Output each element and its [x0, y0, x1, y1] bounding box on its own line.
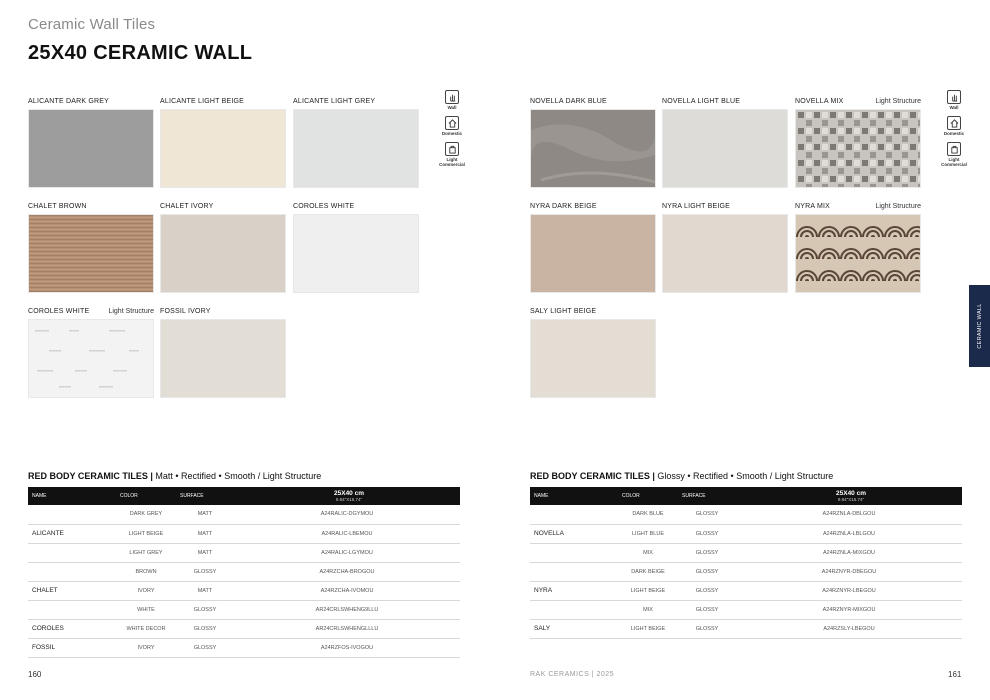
table-row: MIX GLOSSY A24RZNLA-MIXGOU [530, 543, 962, 562]
tile-swatch-novella-light-blue [662, 109, 788, 188]
usage-domestic: Domestic [437, 116, 467, 136]
table-row: MIX GLOSSY A24RZNYR-MIXGOU [530, 600, 962, 619]
tile-swatch-alicante-light-beige [160, 109, 286, 188]
table-row: SALY LIGHT BEIGE GLOSSY A24RZSLY-LBEGOU [530, 619, 962, 638]
tile-label: CHALET BROWN [28, 203, 87, 210]
tile-swatch-alicante-dark-grey [28, 109, 154, 188]
section-side-tab[interactable] [969, 285, 990, 367]
col-header-size: 25X40 cm 9.84"X15.74" [334, 490, 364, 502]
tile-swatch-novella-mix [795, 109, 921, 188]
table-row: BROWN GLOSSY A24RZCHA-BROGOU [28, 562, 460, 581]
usage-wall: Wall [939, 90, 969, 110]
tile-swatch-novella-dark-blue [530, 109, 656, 188]
hand-icon [947, 90, 961, 104]
tile-swatch-chalet-ivory [160, 214, 286, 293]
tile-swatch-alicante-light-grey [293, 109, 419, 188]
usage-light-commercial: Light Commercial [939, 142, 969, 167]
table-row: ALICANTE LIGHT BEIGE MATT A24RALIC-LBEMOU [28, 524, 460, 543]
tile-swatch-fossil-ivory [160, 319, 286, 398]
table-row: FOSSIL IVORY GLOSSY A24RZFOS-IVOGOU [28, 638, 460, 657]
tile-note: Light Structure [875, 203, 921, 210]
table-row: LIGHT GREY MATT A24RALIC-LGYMOU [28, 543, 460, 562]
house-icon [947, 116, 961, 130]
right-table-title: RED BODY CERAMIC TILES | Glossy • Rectified • Smooth / Light Structure [530, 471, 834, 481]
table-row: DARK BLUE GLOSSY A24RZNLA-DBLGOU [530, 505, 962, 524]
tile-label: NYRA MIX [795, 203, 831, 210]
shopping-bag-icon [947, 142, 961, 156]
tile-label: SALY LIGHT BEIGE [530, 308, 597, 315]
tile-label: ALICANTE LIGHT BEIGE [160, 98, 245, 105]
col-header-name: NAME [534, 493, 549, 499]
col-header-size: 25X40 cm 9.84"X15.74" [836, 490, 866, 502]
tile-label: NYRA LIGHT BEIGE [662, 203, 731, 210]
tile-swatch-nyra-light-beige [662, 214, 788, 293]
page-title: 25X40 CERAMIC WALL [28, 42, 253, 64]
tile-label: COROLES WHITE [28, 308, 90, 315]
table-row: NYRA LIGHT BEIGE GLOSSY A24RZNYR-LBEGOU [530, 581, 962, 600]
house-icon [445, 116, 459, 130]
usage-wall: Wall [437, 90, 467, 110]
col-header-surface: SURFACE [180, 493, 204, 499]
tile-label: NOVELLA DARK BLUE [530, 98, 607, 105]
hand-icon [445, 90, 459, 104]
col-header-name: NAME [32, 493, 47, 499]
table-row: WHITE GLOSSY AR24CRLSWHENG9LLU [28, 600, 460, 619]
left-spec-table [28, 487, 460, 658]
tile-note: Light Structure [108, 308, 154, 315]
side-tab-label: CERAMIC WALL [976, 303, 983, 349]
tile-label: NOVELLA MIX [795, 98, 844, 105]
shopping-bag-icon [445, 142, 459, 156]
tile-label: NOVELLA LIGHT BLUE [662, 98, 741, 105]
tile-swatch-nyra-mix [795, 214, 921, 293]
table-row: COROLES WHITE DECOR GLOSSY AR24CRLSWHENGLLLU [28, 619, 460, 638]
left-table-title: RED BODY CERAMIC TILES | Matt • Rectified • Smooth / Light Structure [28, 471, 322, 481]
tile-swatch-coroles-white-structure [28, 319, 154, 398]
page-number-left: 160 [28, 670, 42, 679]
tile-swatch-nyra-dark-beige [530, 214, 656, 293]
tile-swatch-chalet-brown [28, 214, 154, 293]
right-spec-table [530, 487, 962, 639]
tile-swatch-saly-light-beige [530, 319, 656, 398]
tile-label: COROLES WHITE [293, 203, 355, 210]
usage-light-commercial: Light Commercial [437, 142, 467, 167]
table-row: NOVELLA LIGHT BLUE GLOSSY A24RZNLA-LBLGOU [530, 524, 962, 543]
tile-label: ALICANTE LIGHT GREY [293, 98, 376, 105]
page-subtitle: Ceramic Wall Tiles [28, 16, 156, 33]
col-header-color: COLOR [622, 493, 640, 499]
tile-label: NYRA DARK BEIGE [530, 203, 597, 210]
footer-brand: RAK CERAMICS | 2025 [530, 671, 615, 678]
col-header-color: COLOR [120, 493, 138, 499]
table-row: DARK BEIGE GLOSSY A24RZNYR-DBEGOU [530, 562, 962, 581]
tile-label: CHALET IVORY [160, 203, 214, 210]
usage-domestic: Domestic [939, 116, 969, 136]
table-row: CHALET IVORY MATT A24RZCHA-IVOMOU [28, 581, 460, 600]
page-number-right: 161 [948, 670, 962, 679]
tile-label: FOSSIL IVORY [160, 308, 211, 315]
tile-label: ALICANTE DARK GREY [28, 98, 110, 105]
table-row: DARK GREY MATT A24RALIC-DGYMOU [28, 505, 460, 524]
col-header-surface: SURFACE [682, 493, 706, 499]
tile-note: Light Structure [875, 98, 921, 105]
tile-swatch-coroles-white [293, 214, 419, 293]
